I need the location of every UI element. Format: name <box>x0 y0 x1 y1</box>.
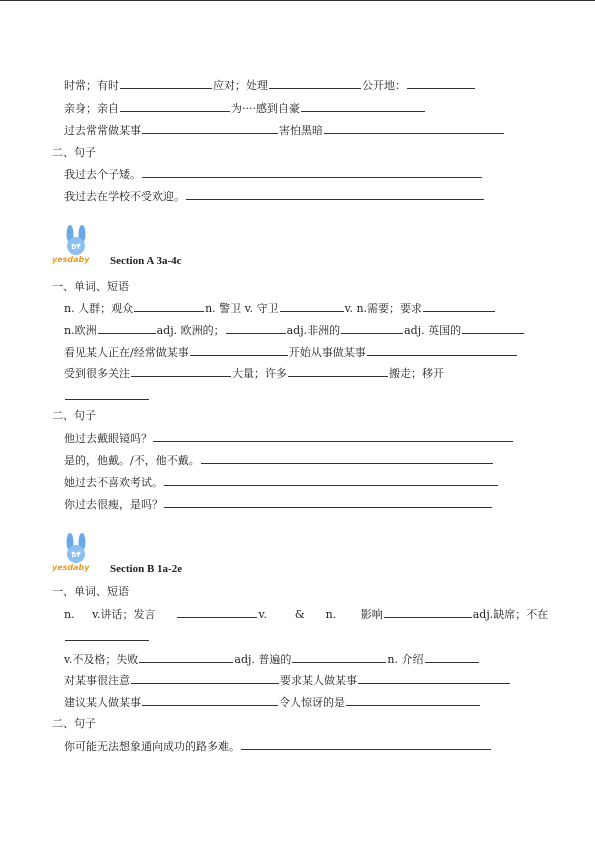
answer-blank[interactable] <box>384 607 472 618</box>
answer-blank[interactable] <box>142 167 482 178</box>
sentence-line <box>64 497 493 512</box>
vocab-term: adj.缺席；不在 <box>472 608 549 621</box>
sentence-prompt: 我过去在学校不受欢迎。 <box>64 190 185 203</box>
vocab-line <box>64 301 496 316</box>
vocab-term: n. 介绍 <box>387 653 424 666</box>
answer-blank[interactable] <box>292 652 386 663</box>
vocab-line <box>64 389 150 404</box>
section-heading: 二、句子 <box>52 409 96 422</box>
answer-blank[interactable] <box>201 453 493 464</box>
answer-blank[interactable] <box>131 366 231 377</box>
vocab-term: 对某事很注意 <box>64 674 130 687</box>
logo-wordmark: yesdaby <box>52 563 90 572</box>
vocab-term: 大量；许多 <box>232 367 287 380</box>
sentence-prompt: 他过去戴眼镜吗？ <box>64 432 152 445</box>
answer-blank[interactable] <box>423 301 495 312</box>
section-title: Section B 1a-2e <box>110 563 183 575</box>
svg-text:DY: DY <box>71 244 81 251</box>
sentence-prompt: 你过去很瘦，是吗？ <box>64 498 163 511</box>
answer-blank[interactable] <box>407 78 475 89</box>
answer-blank[interactable] <box>346 695 480 706</box>
vocab-term: 令人惊讶的是 <box>279 696 345 709</box>
answer-blank[interactable] <box>186 189 484 200</box>
sentence-line <box>64 167 483 182</box>
vocab-term: 过去常常做某事 <box>64 124 141 137</box>
vocab-term: n. 警卫 v. 守卫 <box>205 302 279 315</box>
vocab-term: 建议某人做某事 <box>64 696 141 709</box>
vocab-term: adj. 欧洲的； <box>156 324 225 337</box>
svg-text:DY: DY <box>71 552 81 559</box>
vocab-term: 时常；有时 <box>64 79 119 92</box>
section-heading: 一、单词、短语 <box>52 585 129 598</box>
answer-blank[interactable] <box>164 497 492 508</box>
vocab-term: & <box>294 608 305 621</box>
answer-blank[interactable] <box>65 630 149 641</box>
vocab-line <box>64 607 548 622</box>
sentence-line <box>64 475 499 490</box>
vocab-term: 受到很多关注 <box>64 367 130 380</box>
answer-blank[interactable] <box>341 323 403 334</box>
sentence-prompt: 你可能无法想象通向成功的路多难。 <box>64 740 240 753</box>
sentence-line <box>64 739 492 754</box>
answer-blank[interactable] <box>288 366 388 377</box>
vocab-line <box>64 323 525 338</box>
answer-blank[interactable] <box>120 78 212 89</box>
sentence-line <box>64 453 494 468</box>
vocab-term: 应对；处理 <box>213 79 268 92</box>
yesdaby-logo <box>52 224 104 266</box>
answer-blank[interactable] <box>226 323 286 334</box>
answer-blank[interactable] <box>65 389 149 400</box>
vocab-term: v. <box>258 608 267 621</box>
vocab-term: 影响 <box>360 608 383 621</box>
vocab-term: 公开地： <box>362 79 406 92</box>
answer-blank[interactable] <box>177 607 257 618</box>
vocab-line <box>64 695 481 710</box>
sentence-prompt: 我过去个子矮。 <box>64 168 141 181</box>
vocab-line <box>64 673 511 688</box>
section-heading: 一、单词、短语 <box>52 280 129 293</box>
answer-blank[interactable] <box>134 301 204 312</box>
vocab-term: v. n.需要；要求 <box>344 302 423 315</box>
vocab-term: 搬走；移开 <box>389 367 444 380</box>
answer-blank[interactable] <box>269 78 361 89</box>
vocab-term: 看见某人正在/经常做某事 <box>64 346 189 359</box>
vocab-term: v.不及格；失败 <box>64 653 139 666</box>
vocab-line <box>64 652 480 667</box>
vocab-term: 害怕黑暗 <box>279 124 323 137</box>
answer-blank[interactable] <box>280 301 344 312</box>
vocab-term: n.欧洲 <box>64 324 97 337</box>
answer-blank[interactable] <box>190 345 288 356</box>
vocab-line <box>64 123 505 138</box>
answer-blank[interactable] <box>301 101 425 112</box>
answer-blank[interactable] <box>164 475 498 486</box>
answer-blank[interactable] <box>358 673 510 684</box>
vocab-term: v.讲话；发言 <box>92 608 156 621</box>
vocab-term: 要求某人做某事 <box>280 674 357 687</box>
vocab-term: n. <box>64 608 75 621</box>
vocab-term: adj. 英国的 <box>404 324 462 337</box>
yesdaby-logo <box>52 532 104 574</box>
answer-blank[interactable] <box>153 431 513 442</box>
section-heading: 二、句子 <box>52 717 96 730</box>
vocab-line <box>64 366 444 381</box>
answer-blank[interactable] <box>324 123 504 134</box>
sentence-prompt: 是的，他戴。/不，他不戴。 <box>64 454 200 467</box>
vocab-term: n. <box>325 608 337 621</box>
vocab-term: 亲身；亲自 <box>64 102 119 115</box>
vocab-line <box>64 101 426 116</box>
answer-blank[interactable] <box>142 123 278 134</box>
vocab-line <box>64 345 518 360</box>
answer-blank[interactable] <box>98 323 156 334</box>
section-title: Section A 3a-4c <box>110 255 182 267</box>
section-heading: 二、句子 <box>52 146 96 159</box>
answer-blank[interactable] <box>241 739 491 750</box>
vocab-term: n. 人群；观众 <box>64 302 134 315</box>
vocab-line <box>64 630 150 645</box>
vocab-line <box>64 78 476 93</box>
answer-blank[interactable] <box>120 101 230 112</box>
answer-blank[interactable] <box>462 323 524 334</box>
page-top-rule <box>0 0 595 1</box>
sentence-line <box>64 431 514 446</box>
vocab-term: 开始从事做某事 <box>288 346 366 359</box>
logo-wordmark: yesdaby <box>52 255 90 264</box>
answer-blank[interactable] <box>425 652 479 663</box>
answer-blank[interactable] <box>139 652 233 663</box>
vocab-term: adj. 普遍的 <box>234 653 292 666</box>
answer-blank[interactable] <box>367 345 517 356</box>
answer-blank[interactable] <box>131 673 279 684</box>
vocab-term: 为····感到自豪 <box>231 102 300 115</box>
sentence-line <box>64 189 485 204</box>
answer-blank[interactable] <box>142 695 278 706</box>
sentence-prompt: 她过去不喜欢考试。 <box>64 476 163 489</box>
vocab-term: adj.非洲的 <box>286 324 341 337</box>
